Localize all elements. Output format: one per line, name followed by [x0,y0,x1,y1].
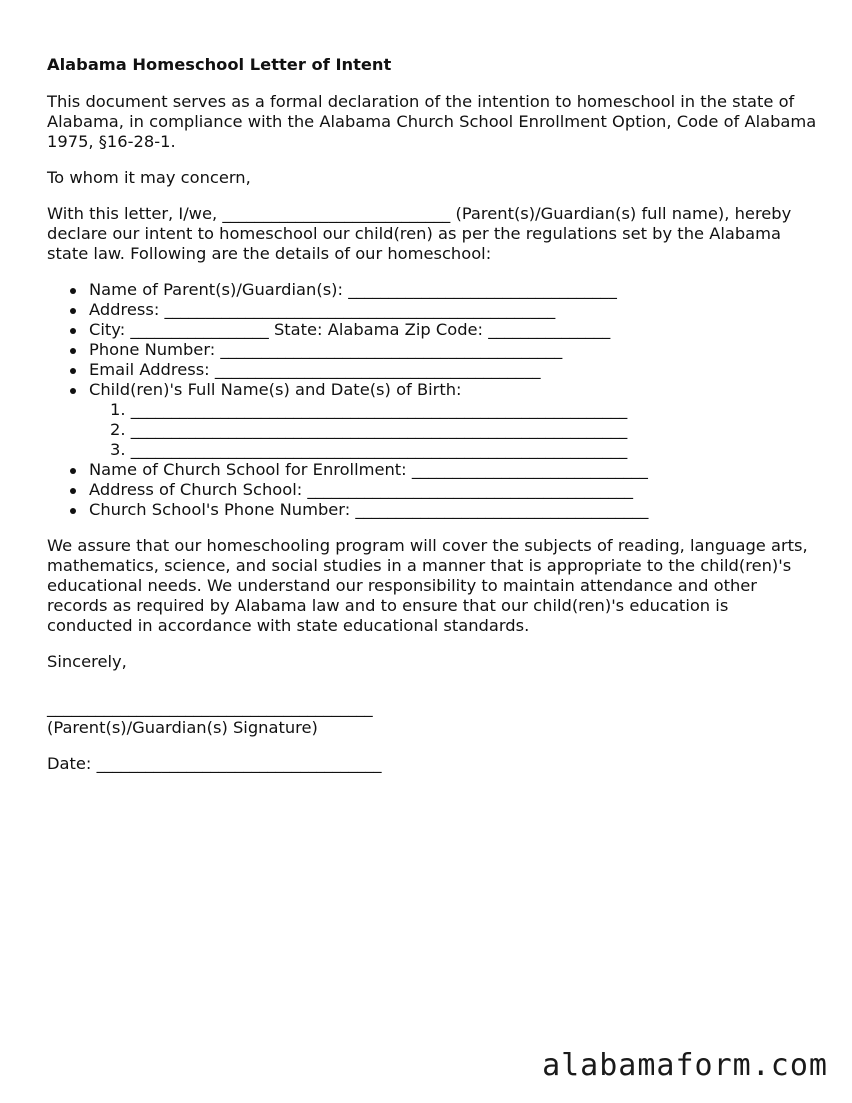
church-school-address-field[interactable]: Address of Church School: ________________________________________ [89,480,817,500]
salutation: To whom it may concern, [47,168,251,187]
assurance-paragraph: We assure that our homeschooling program will cover the subjects of reading, language arts, mathematics, science, and social studies in a manner that is appropriate to the child(ren)'s educational needs. We understand our responsibility to maintain attendance and other records as required by Alabama law and to ensure that our child(ren)'s education is conducted in accordance with state educational standards. [47,536,808,635]
declaration-paragraph: With this letter, I/we, ____________________________ (Parent(s)/Guardian(s) full name), hereby declare our intent to homeschool our child(ren) as per the regulations set by the Alabama state law. Following are the details of our homeschool: [47,204,792,263]
watermark: alabamaform.com [542,1048,828,1083]
church-school-name-field[interactable]: Name of Church School for Enrollment: _____________________________ [89,460,817,480]
closing: Sincerely, [47,652,127,671]
child-entry-1[interactable]: 1. _____________________________________________________________ [110,400,628,419]
city-state-zip-field[interactable]: City: _________________ State: Alabama Zip Code: _______________ [89,320,817,340]
address-field[interactable]: Address: ________________________________________________ [89,300,817,320]
signature-label: (Parent(s)/Guardian(s) Signature) [47,718,318,737]
phone-field[interactable]: Phone Number: __________________________________________ [89,340,817,360]
children-item [89,380,817,460]
signature-line[interactable]: ________________________________________ [47,698,373,717]
document-page [47,55,817,790]
intro-paragraph: This document serves as a formal declaration of the intention to homeschool in the state of Alabama, in compliance with the Alabama Church School Enrollment Option, Code of Alabama 1975, §16-28-1. [47,92,817,151]
child-entry-2[interactable]: 2. _____________________________________________________________ [110,420,628,439]
children-label: Child(ren)'s Full Name(s) and Date(s) of Birth: [89,380,462,399]
church-school-phone-field[interactable]: Church School's Phone Number: ____________________________________ [89,500,817,520]
child-entry-3[interactable]: 3. _____________________________________________________________ [110,440,628,459]
parent-name-field[interactable]: Name of Parent(s)/Guardian(s): _________________________________ [89,280,817,300]
document-title: Alabama Homeschool Letter of Intent [47,55,392,74]
email-field[interactable]: Email Address: ________________________________________ [89,360,817,380]
children-list [89,400,817,460]
date-field[interactable]: Date: ___________________________________ [47,754,382,773]
details-list [47,280,817,520]
